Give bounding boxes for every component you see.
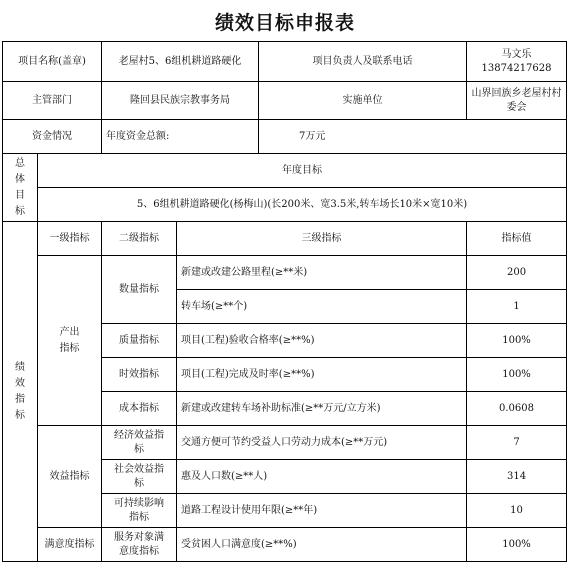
social-value: 314 [467,460,567,494]
dept-value: 隆回县民族宗教事务局 [102,82,259,120]
annual-goal-header-row [3,154,567,188]
annual-funds-value: 7万元 [259,120,567,154]
funds-label: 资金情况 [3,120,102,154]
sustain-indicator-label: 可持续影响指标 [102,494,177,528]
level1-header: 一级指标 [38,222,102,256]
econ-indicator-label: 经济效益指标 [102,426,177,460]
overall-goal-label: 总体目标 [3,154,38,222]
contact-value: 马文乐 13874217628 [467,42,567,82]
quality-indicator-label: 质量指标 [102,324,177,358]
qty2-value: 1 [467,290,567,324]
time-indicator-label: 时效指标 [102,358,177,392]
funds-row [3,120,567,154]
contact-label: 项目负责人及联系电话 [259,42,467,82]
quality-name: 项目(工程)验收合格率(≥**%) [177,324,467,358]
project-name-value: 老屋村5、6组机耕道路硬化 [102,42,259,82]
annual-goal-text: 5、6组机耕道路硬化(杨梅山)(长200米、宽3.5米,转车场长10米×宽10米) [38,188,567,222]
cost-name: 新建或改建转车场补助标准(≥**万元/立方米) [177,392,467,426]
performance-form-table [2,41,567,562]
perf-indicator-label: 绩效指标 [3,222,38,562]
annual-funds-label: 年度资金总额: [102,120,259,154]
level2-header: 二级指标 [102,222,177,256]
econ-name: 交通方便可节约受益人口劳动力成本(≥**万元) [177,426,467,460]
benefit-indicator-label: 效益指标 [38,426,102,528]
social-indicator-label: 社会效益指标 [102,460,177,494]
table-row [3,426,567,460]
annual-goal-text-row [3,188,567,222]
service-indicator-label: 服务对象满意度指标 [102,528,177,562]
annual-goal-label: 年度目标 [38,154,567,188]
cost-indicator-label: 成本指标 [102,392,177,426]
quality-value: 100% [467,324,567,358]
service-name: 受贫困人口满意度(≥**%) [177,528,467,562]
impl-value: 山界回族乡老屋村村委会 [467,82,567,120]
econ-value: 7 [467,426,567,460]
level3-header: 三级指标 [177,222,467,256]
value-header: 指标值 [467,222,567,256]
project-name-label: 项目名称(盖章) [3,42,102,82]
table-row [3,528,567,562]
sustain-name: 道路工程设计使用年限(≥**年) [177,494,467,528]
social-name: 惠及人口数(≥**人) [177,460,467,494]
satisfaction-indicator-label: 满意度指标 [38,528,102,562]
service-value: 100% [467,528,567,562]
time-name: 项目(工程)完成及时率(≥**%) [177,358,467,392]
qty2-name: 转车场(≥**个) [177,290,467,324]
output-indicator-label: 产出指标 [38,256,102,426]
qty1-value: 200 [467,256,567,290]
form-title: 绩效目标申报表 [214,12,355,34]
cost-value: 0.0608 [467,392,567,426]
sustain-value: 10 [467,494,567,528]
dept-label: 主管部门 [3,82,102,120]
time-value: 100% [467,358,567,392]
table-row [3,256,567,290]
project-row [3,42,567,82]
impl-label: 实施单位 [259,82,467,120]
qty-indicator-label: 数量指标 [102,256,177,324]
dept-row [3,82,567,120]
perf-header-row [3,222,567,256]
qty1-name: 新建或改建公路里程(≥**米) [177,256,467,290]
